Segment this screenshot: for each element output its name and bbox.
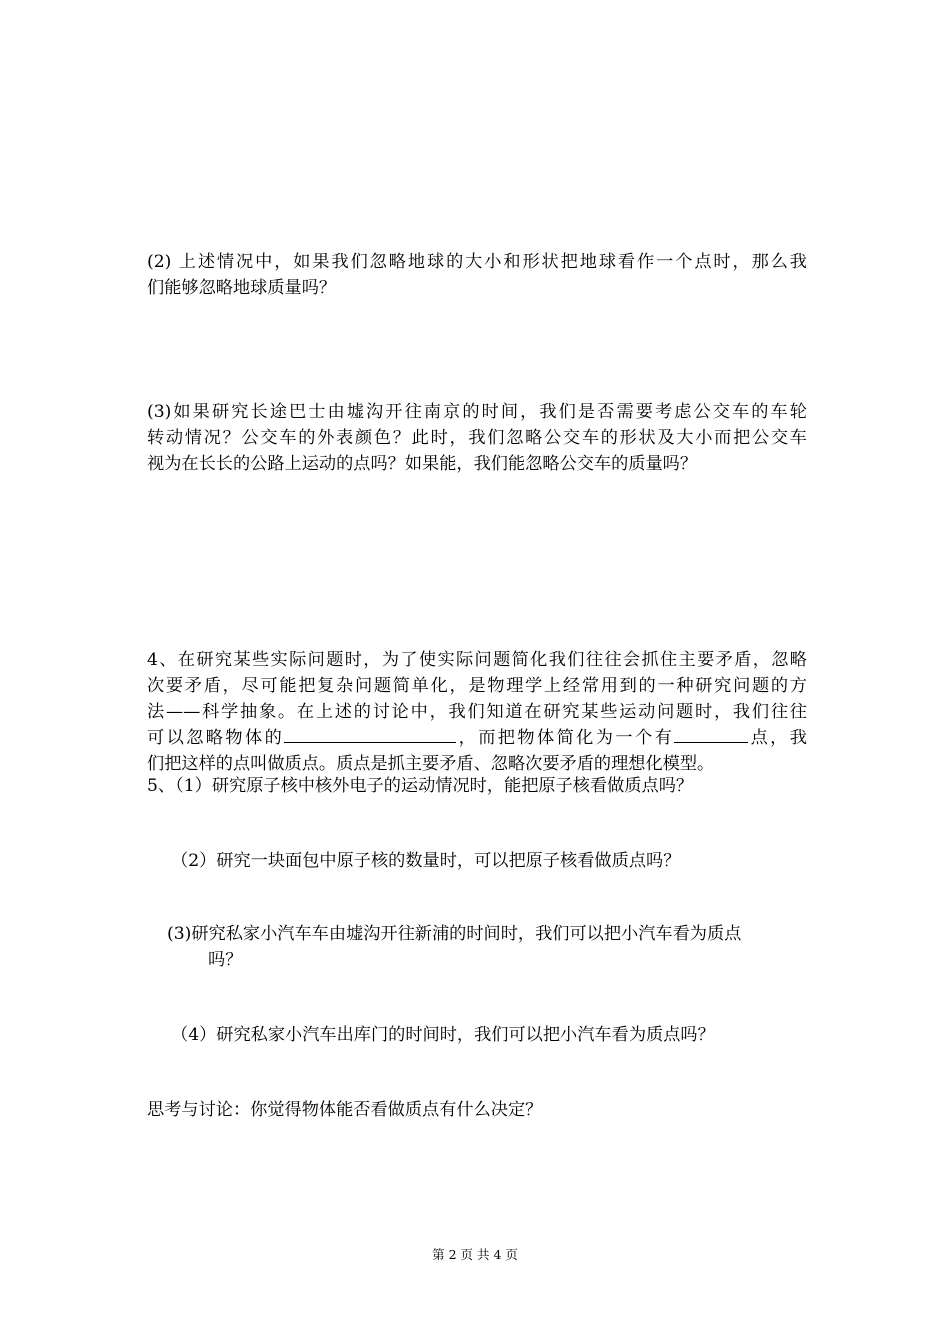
question-3-line-1: (3)如果研究长途巴士由墟沟开往南京的时间，我们是否需要考虑公交车的车轮	[147, 402, 807, 422]
item-4-text-a: 可以忽略物体的	[147, 728, 285, 748]
fill-blank-1[interactable]	[284, 726, 456, 743]
question-2-line-1: (2) 上述情况中，如果我们忽略地球的大小和形状把地球看作一个点时，那么我	[147, 252, 807, 272]
item-5-question-1: 5、（1）研究原子核中核外电子的运动情况时，能把原子核看做质点吗？	[147, 776, 694, 796]
item-4-text-b: ，而把物体简化为一个有	[456, 728, 675, 748]
question-2-line-2: 们能够忽略地球质量吗？	[147, 278, 337, 298]
item-5-question-2: （2）研究一块面包中原子核的数量时，可以把原子核看做质点吗？	[171, 851, 681, 871]
item-5-question-3-line-2: 吗？	[208, 950, 243, 970]
fill-blank-2[interactable]	[674, 726, 748, 743]
item-5-question-4: （4）研究私家小汽车出库门的时间时，我们可以把小汽车看为质点吗？	[171, 1025, 715, 1045]
item-4-line-2: 次要矛盾，尽可能把复杂问题简单化，是物理学上经常用到的一种研究问题的方	[147, 676, 807, 696]
item-5-question-3-line-1: (3)研究私家小汽车车由墟沟开往新浦的时间时，我们可以把小汽车看为质点	[167, 924, 742, 944]
discussion-prompt: 思考与讨论：你觉得物体能否看做质点有什么决定？	[147, 1100, 543, 1120]
item-4-line-5: 们把这样的点叫做质点。质点是抓主要矛盾、忽略次要矛盾的理想化模型。	[147, 754, 715, 774]
item-4-line-1: 4、在研究某些实际问题时，为了使实际问题简化我们往往会抓住主要矛盾，忽略	[147, 650, 807, 670]
item-4-text-c: 点，我	[748, 728, 807, 748]
question-3-line-3: 视为在长长的公路上运动的点吗？如果能，我们能忽略公交车的质量吗？	[147, 454, 698, 474]
question-3-line-2: 转动情况？公交车的外表颜色？此时，我们忽略公交车的形状及大小而把公交车	[147, 428, 807, 448]
item-4-line-3: 法——科学抽象。在上述的讨论中，我们知道在研究某些运动问题时，我们往往	[147, 702, 807, 722]
item-4-line-4	[147, 725, 807, 751]
page-footer: 第 2 页 共 4 页	[432, 1247, 518, 1262]
